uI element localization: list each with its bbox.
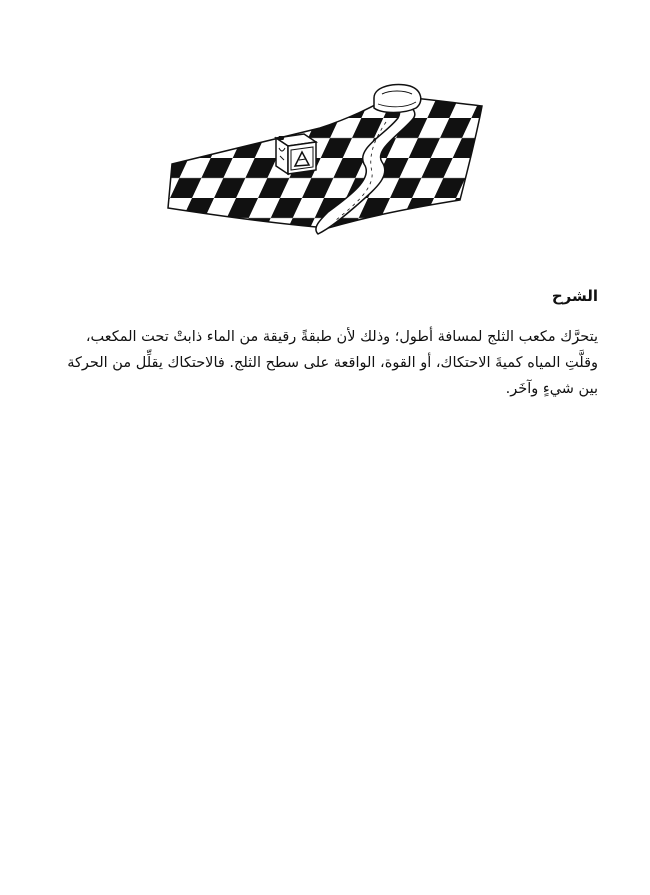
checkerboard-illustration [160,78,490,238]
section-heading: الشرح [551,287,598,305]
ice-cube [374,85,421,113]
checkerboard-svg [160,78,490,238]
explanation-section [58,284,598,402]
toy-block [276,134,316,174]
explanation-paragraph: يتحرَّك مكعب الثلج لمسافة أطول؛ وذلك لأن طبقةً رقيقة من الماء ذابتْ تحت المكعب، وقلَّتِ المياه كميةَ الاحتكاك، أو القوة، الواقعة على سطح الثلج. فالاحتكاك يقلِّل من الحركة بين شيءٍ وآخَر. [67,329,598,397]
